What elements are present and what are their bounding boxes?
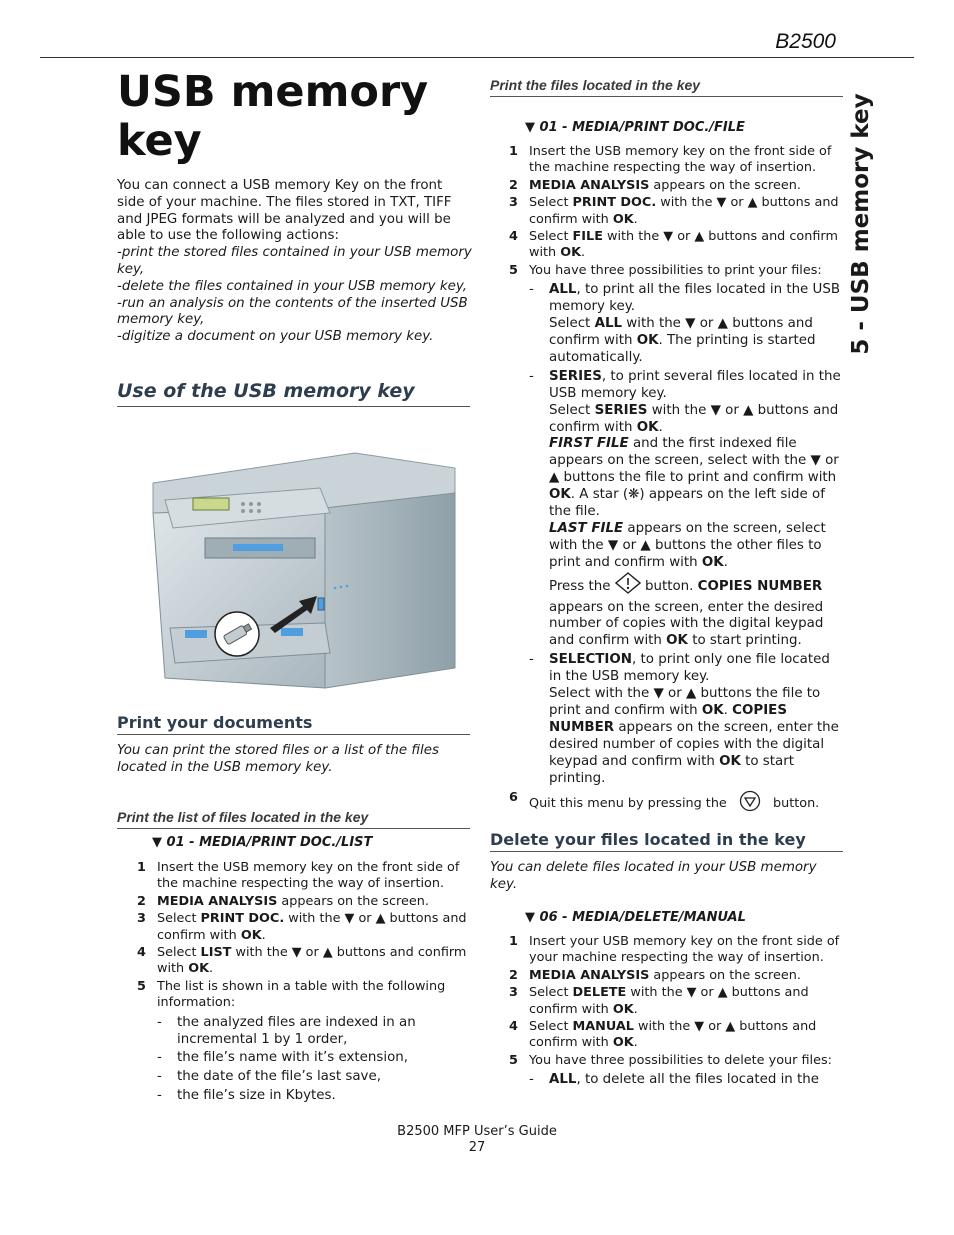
list-item: - the date of the file’s last save, [157,1069,381,1085]
menu-arrow-icon: ▼ [525,910,535,925]
intro-action-1: -print the stored files contained in your USB memory key, [117,245,472,277]
list-item: - ALL, to delete all the files located in the [529,1072,820,1088]
use-heading-rule [117,406,470,407]
delete-heading-rule [490,851,843,852]
delete-heading: Delete your files located in the key [490,830,806,849]
chapter-tab-label: 5 - USB memory key [848,93,874,355]
list-item: - the analyzed files are indexed in an incremental 1 by 1 order, [157,1014,416,1047]
list-item: 5 You have three possibilities to print your files: - ALL, to print all the files located in the USB memory key. Select ALL with the ▼ or ▲ buttons and confirm with OK. The printing is started automatically. - SERIES, to print several files located in the USB memory key. Select SERIES with the ▼ or ▲ buttons and confirm with OK. FIRST FILE and the first indexed file appears on the screen, select with the ▼ or ▲ buttons the file to print and confirm with OK. A star (❋) appears on the left side of the file. LAST FILE appears on the screen, select with the ▼ or ▲ buttons the other files to print and confirm with OK. Press the button. COPIES NUMBER appears on the screen, enter the desired number of copies with the digital keypad and confirm with OK to start printing. - SELECTION, to print only one file located in the USB memory key. Select with the ▼ or ▲ buttons the file to print and confirm with OK. COPIES NUMBER appears on the screen, enter the desired number of copies with the digital keypad and confirm with OK to start printing. [509,263,843,788]
print-files-heading: Print the files located in the key [490,77,701,93]
list-item: 2 MEDIA ANALYSIS appears on the screen. [509,967,801,983]
print-list-menu-label: 01 - MEDIA/PRINT DOC./LIST [166,835,373,850]
page-title: USB memory key [117,67,429,166]
printer-illustration [125,438,463,695]
list-item: 1 Insert the USB memory key on the front side of the machine respecting the way of insertion. [137,860,460,892]
print-documents-rule [117,734,470,735]
print-files-rule [490,96,843,97]
list-item: 4 Select FILE with the ▼ or ▲ buttons and confirm with OK. [509,229,838,261]
list-item: 4 Select MANUAL with the ▼ or ▲ buttons and confirm with OK. [509,1019,817,1051]
list-item: - SELECTION, to print only one file located in the USB memory key. Select with the ▼ or ▲ buttons the file to print and confirm with OK. COPIES NUMBER appears on the screen, enter the desired number of copies with the digital keypad and confirm with OK to start printing. [529,652,839,786]
menu-arrow-icon: ▼ [152,835,162,850]
list-item: 3 Select DELETE with the ▼ or ▲ buttons and confirm with OK. [509,985,809,1017]
page-number: 27 [468,1140,486,1155]
print-files-steps [509,144,843,818]
list-item: 6 Quit this menu by pressing the button. [509,790,843,817]
list-item: 3 Select PRINT DOC. with the ▼ or ▲ buttons and confirm with OK. [509,195,839,227]
list-item: 5 The list is shown in a table with the following information: - the analyzed files are indexed in an incremental 1 by 1 order, - the file’s name with it’s extension, - the date of the file’s last save, - the file’s size in Kbytes. [137,979,470,1105]
print-list-rule [117,828,470,829]
delete-steps [509,934,843,1091]
list-item: 5 You have three possibilities to delete your files: - ALL, to delete all the files located in the [509,1053,843,1089]
intro-action-2: -delete the files contained in your USB memory key, [117,278,467,294]
print-list-heading: Print the list of files located in the key [117,809,369,825]
print-list-steps [137,860,470,1107]
page-footer [0,1124,954,1156]
list-item: 3 Select PRINT DOC. with the ▼ or ▲ buttons and confirm with OK. [137,911,467,943]
print-documents-intro: You can print the stored files or a list of the files located in the USB memory key. [117,743,439,775]
intro-action-4: -digitize a document on your USB memory key. [117,329,434,345]
list-item: 1 Insert the USB memory key on the front side of the machine respecting the way of insertion. [509,144,832,176]
chapter-side-tab [845,78,877,370]
print-list-bullets [157,1015,470,1106]
delete-menu-path [525,910,746,925]
list-item: - ALL, to print all the files located in the USB memory key. Select ALL with the ▼ or ▲ buttons and confirm with OK. The printing is started automatically. [529,282,841,365]
list-item: 4 Select LIST with the ▼ or ▲ buttons and confirm with OK. [137,945,467,977]
print-files-options [529,282,843,787]
list-item: - the file’s size in Kbytes. [157,1088,336,1104]
menu-arrow-icon: ▼ [525,120,535,135]
delete-options [529,1072,843,1089]
model-name: B2500 [775,30,836,53]
print-files-menu-label: 01 - MEDIA/PRINT DOC./FILE [539,120,745,135]
star-icon: ❋ [628,487,640,503]
use-heading: Use of the USB memory key [117,380,415,402]
print-files-menu-path [525,120,745,135]
print-documents-heading: Print your documents [117,713,313,732]
intro-block [117,178,473,346]
intro-paragraph: You can connect a USB memory Key on the front side of your machine. The files stored in TXT, TIFF and JPEG formats will be analyzed and you will be able to use the following actions: [117,178,452,244]
list-item: 1 Insert your USB memory key on the front side of your machine respecting the way of insertion. [509,934,840,966]
list-item: 2 MEDIA ANALYSIS appears on the screen. [509,177,801,193]
list-item: - the file’s name with it’s extension, [157,1050,409,1066]
footer-guide-title: B2500 MFP User’s Guide [397,1124,557,1139]
header-rule [40,57,914,58]
delete-menu-label: 06 - MEDIA/DELETE/MANUAL [539,910,746,925]
delete-intro: You can delete files located in your USB memory key. [490,860,817,892]
list-item: - SERIES, to print several files located in the USB memory key. Select SERIES with the ▼ or ▲ buttons and confirm with OK. FIRST FILE and the first indexed file appears on the screen, select with the ▼ or ▲ buttons the file to print and confirm with OK. A star (❋) appears on the left side of the file. LAST FILE appears on the screen, select with the ▼ or ▲ buttons the other files to print and confirm with OK. Press the button. COPIES NUMBER appears on the screen, enter the desired number of copies with the digital keypad and confirm with OK to start printing. [529,368,841,649]
print-list-menu-path [152,835,372,850]
intro-action-3: -run an analysis on the contents of the inserted USB memory key, [117,295,468,328]
start-button-icon [615,572,641,600]
list-item: 2 MEDIA ANALYSIS appears on the screen. [137,893,429,909]
stop-button-icon [739,790,761,817]
